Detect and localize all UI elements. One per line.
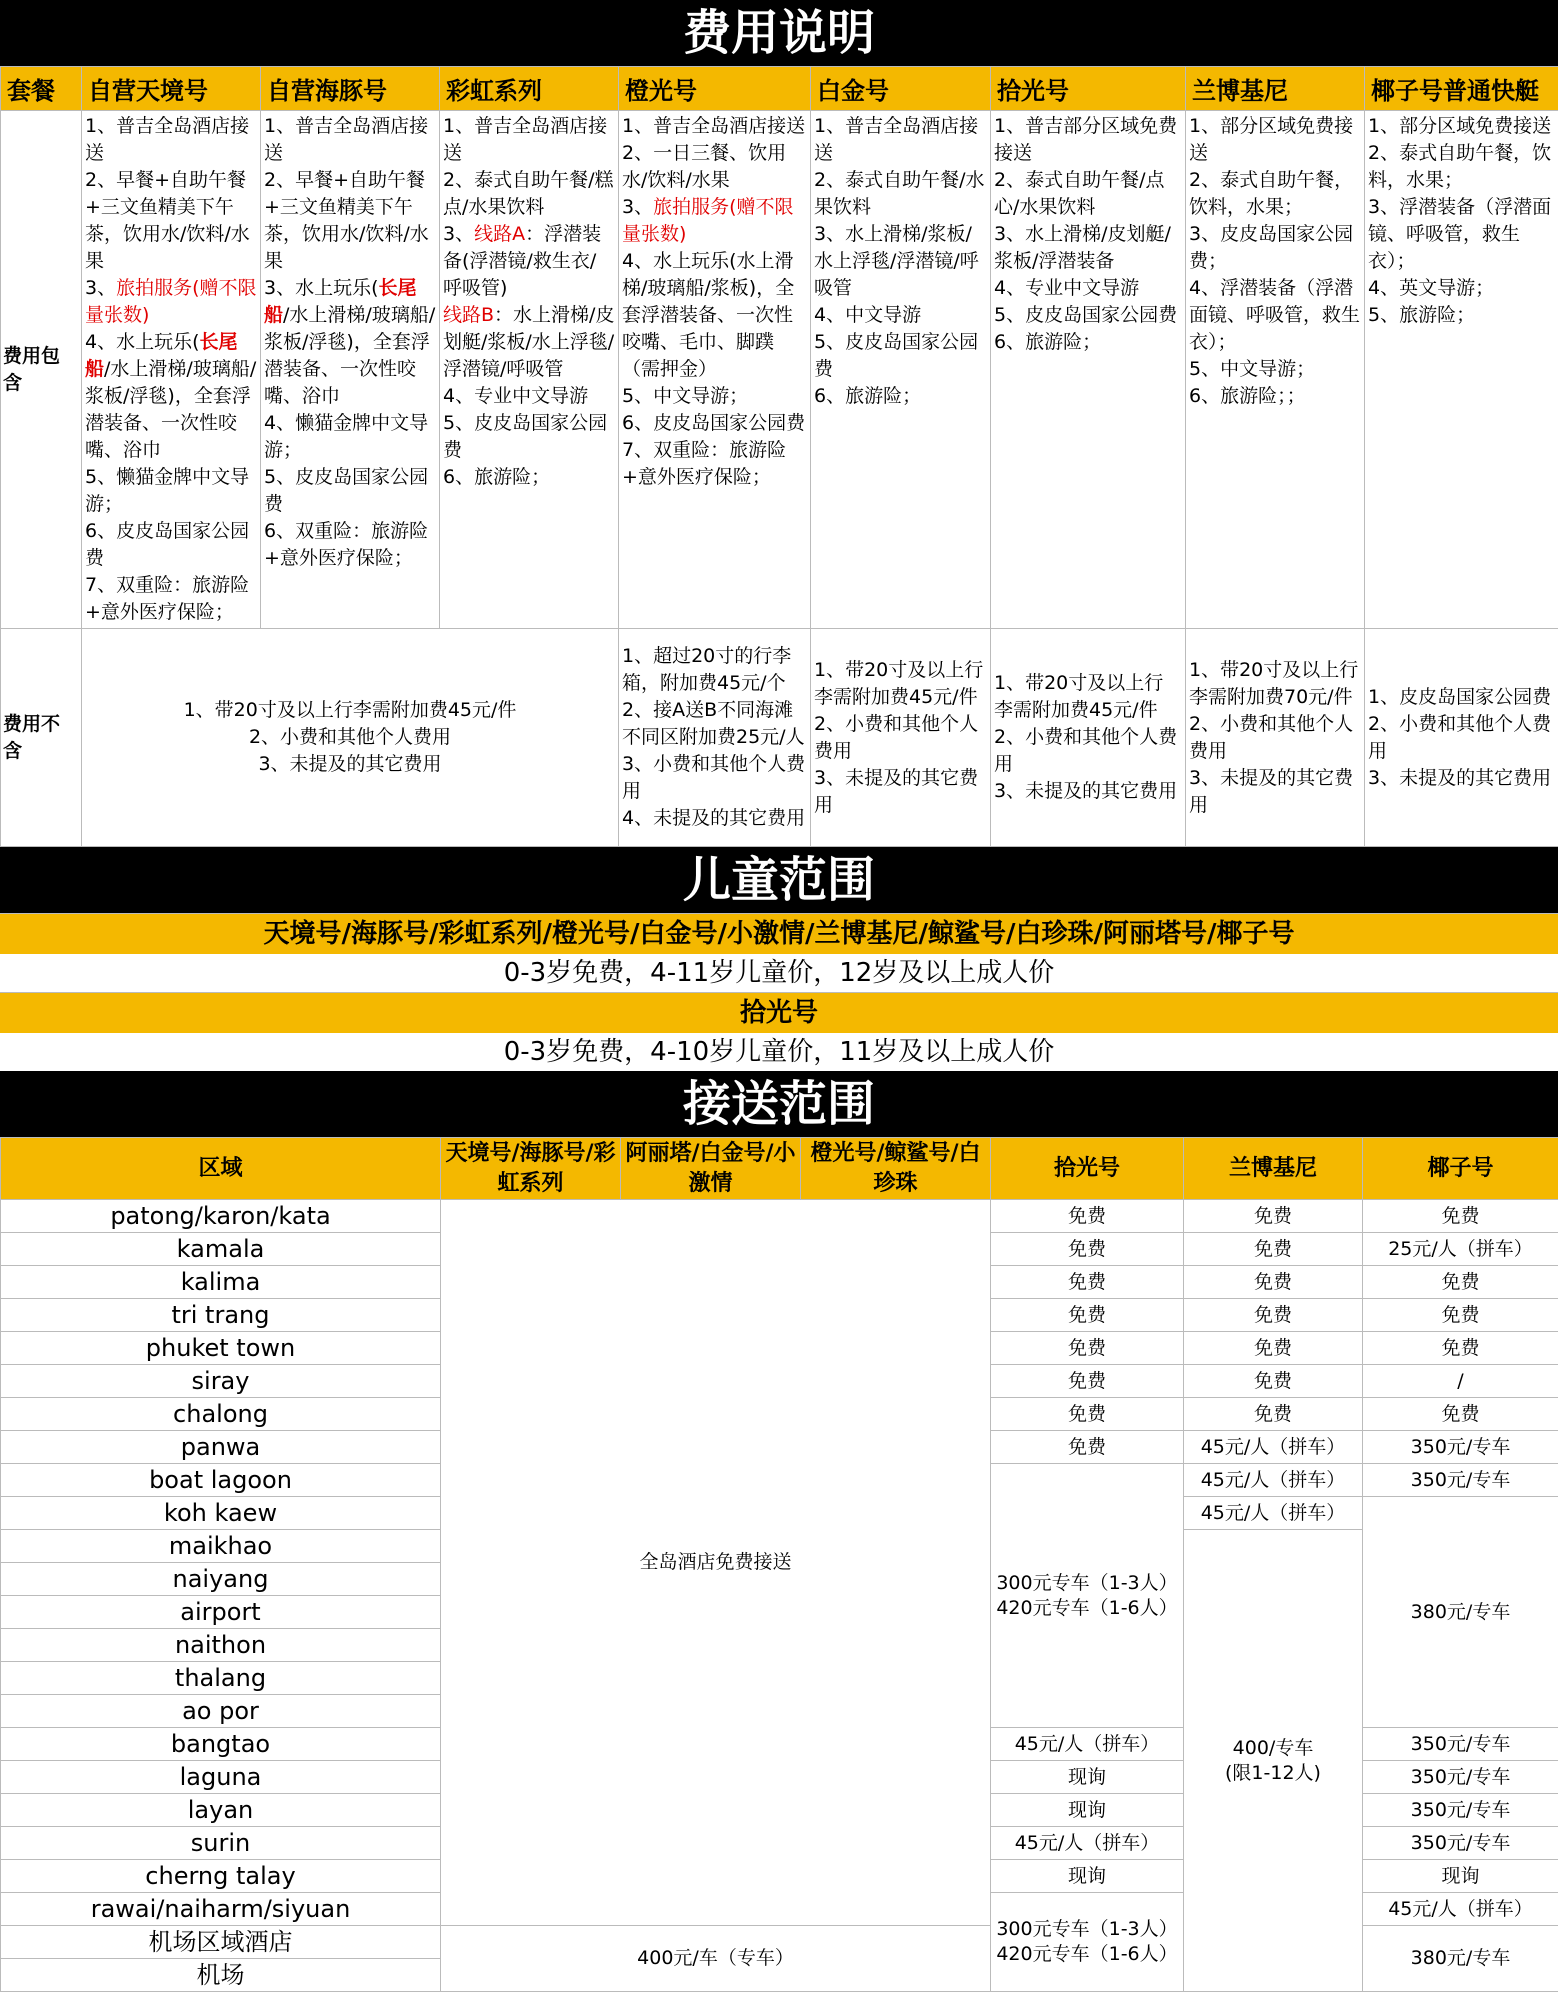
line: 4、中文导游 (814, 302, 987, 329)
area-cell: thalang (1, 1662, 441, 1695)
included-caihong (440, 111, 619, 629)
line: 300元专车（1-3人） (991, 1571, 1183, 1596)
area-cell: siray (1, 1365, 441, 1398)
line: 3、未提及的其它费用 (1368, 765, 1555, 792)
area-cell: maikhao (1, 1530, 441, 1563)
line: 1、超过20寸的行李箱，附加费45元/个 (622, 643, 807, 697)
line: 2、小费和其他个人费用 (814, 711, 987, 765)
line: 420元专车（1-6人） (991, 1596, 1183, 1621)
area-cell: patong/karon/kata (1, 1200, 441, 1233)
text: ：水上滑梯/皮划艇/浆板/水上浮毯/浮潜镜/呼吸管 (443, 304, 614, 380)
highlight-text: 线路A (474, 223, 525, 245)
line: 5、中文导游； (622, 383, 807, 410)
pickup-header-lambo: 兰博基尼 (1184, 1138, 1363, 1200)
coco-cell: 350元/专车 (1363, 1794, 1558, 1827)
line: 1、普吉全岛酒店接送 (814, 113, 987, 167)
line: 420元专车（1-6人） (991, 1942, 1183, 1967)
excluded-tianjing-haitun-caihong (82, 629, 619, 847)
pickup-header-shiguang: 拾光号 (991, 1138, 1184, 1200)
line: 1、普吉全岛酒店接送 (85, 113, 257, 167)
text: ：浮潜装备(浮潜镜/救生衣/呼吸管) (443, 223, 601, 299)
lambo-cell: 免费 (1184, 1332, 1363, 1365)
line: 5、皮皮岛国家公园费 (994, 302, 1182, 329)
text: 3、水上玩乐( (264, 277, 379, 299)
included-label: 费用包含 (1, 111, 82, 629)
text: 3、 (443, 223, 474, 245)
area-cell: kamala (1, 1233, 441, 1266)
lambo-cell: 45元/人（拼车） (1184, 1464, 1363, 1497)
fee-header-tianjing: 自营天境号 (82, 67, 261, 111)
line: 3、水上滑梯/皮划艇/浆板/浮潜装备 (994, 221, 1182, 275)
line: 2、泰式自助午餐/点心/水果饮料 (994, 167, 1182, 221)
included-chengguang (619, 111, 811, 629)
coco-cell: 350元/专车 (1363, 1464, 1558, 1497)
shiguang-cell: 现询 (991, 1860, 1184, 1893)
coco-cell: 45元/人（拼车） (1363, 1893, 1558, 1926)
area-cell: panwa (1, 1431, 441, 1464)
child-group1-boats: 天境号/海豚号/彩虹系列/橙光号/白金号/小激情/兰博基尼/鲸鲨号/白珍珠/阿丽塔号/椰子号 (0, 913, 1558, 954)
coco-cell: 350元/专车 (1363, 1761, 1558, 1794)
text: 3、 (622, 196, 653, 218)
pickup-table (0, 1137, 1558, 1992)
area-cell: airport (1, 1596, 441, 1629)
coco-cell: 25元/人（拼车） (1363, 1233, 1558, 1266)
line: 2、接A送B不同海滩不同区附加费25元/人 (622, 697, 807, 751)
area-cell: layan (1, 1794, 441, 1827)
line: 2、早餐+自助午餐+三文鱼精美下午茶，饮用水/饮料/水果 (264, 167, 436, 275)
excluded-lambo (1186, 629, 1365, 847)
line: 1、普吉全岛酒店接送 (443, 113, 615, 167)
table-row (1, 1200, 1558, 1233)
line: 4、专业中文导游 (443, 383, 615, 410)
line: 5、皮皮岛国家公园费 (264, 464, 436, 518)
line: 6、旅游险； (814, 383, 987, 410)
coco-cell: 免费 (1363, 1398, 1558, 1431)
fee-table (0, 66, 1558, 847)
line: 3、未提及的其它费用 (814, 765, 987, 819)
line: 5、皮皮岛国家公园费 (443, 410, 615, 464)
included-haitun (261, 111, 440, 629)
line: 1、部分区域免费接送 (1189, 113, 1361, 167)
excluded-label: 费用不含 (1, 629, 82, 847)
area-cell: naiyang (1, 1563, 441, 1596)
coco-private-cell: 380元/专车 (1363, 1497, 1558, 1728)
line: 6、旅游险； (994, 329, 1182, 356)
lambo-cell: 免费 (1184, 1200, 1363, 1233)
pickup-header-alita: 阿丽塔/白金号/小激情 (621, 1138, 801, 1200)
line: (限1-12人) (1184, 1761, 1362, 1786)
area-cell: laguna (1, 1761, 441, 1794)
lambo-private-cell (1184, 1530, 1363, 1992)
coco-cell: 免费 (1363, 1200, 1558, 1233)
line: 2、泰式自助午餐/水果饮料 (814, 167, 987, 221)
line (443, 302, 615, 383)
line: 3、未提及的其它费用 (85, 751, 615, 778)
child-group2-boats: 拾光号 (0, 992, 1558, 1033)
line: 7、双重险：旅游险+意外医疗保险； (85, 572, 257, 626)
coco-cell: 免费 (1363, 1332, 1558, 1365)
fee-header-row (1, 67, 1558, 111)
area-cell: cherng talay (1, 1860, 441, 1893)
shiguang-cell: 现询 (991, 1794, 1184, 1827)
line: 300元专车（1-3人） (991, 1917, 1183, 1942)
highlight-text: 旅拍服务(赠不限量张数) (622, 196, 794, 245)
line: 3、未提及的其它费用 (994, 778, 1182, 805)
airport-pickup-cell: 400元/车（专车） (441, 1926, 991, 1992)
fee-included-row (1, 111, 1558, 629)
shiguang-cell: 免费 (991, 1200, 1184, 1233)
area-cell: boat lagoon (1, 1464, 441, 1497)
highlight-text: 线路B (443, 304, 494, 326)
line (443, 221, 615, 302)
included-baijin (811, 111, 991, 629)
fee-header-chengguang: 橙光号 (619, 67, 811, 111)
line: 4、浮潜装备（浮潜面镜、呼吸管，救生衣）； (1189, 275, 1361, 356)
line (85, 275, 257, 329)
line: 6、皮皮岛国家公园费 (85, 518, 257, 572)
line: 2、泰式自助午餐，饮料，水果； (1368, 140, 1555, 194)
coco-cell: 350元/专车 (1363, 1728, 1558, 1761)
line: 6、双重险：旅游险+意外医疗保险； (264, 518, 436, 572)
area-cell: ao por (1, 1695, 441, 1728)
line: 6、皮皮岛国家公园费 (622, 410, 807, 437)
fee-header-package: 套餐 (1, 67, 82, 111)
fee-header-haitun: 自营海豚号 (261, 67, 440, 111)
fee-header-caihong: 彩虹系列 (440, 67, 619, 111)
line: 2、一日三餐、饮用水/饮料/水果 (622, 140, 807, 194)
highlight-text: 长尾船 (264, 277, 417, 326)
line: 4、未提及的其它费用 (622, 805, 807, 832)
excluded-baijin (811, 629, 991, 847)
shiguang-cell: 现询 (991, 1761, 1184, 1794)
area-cell: tri trang (1, 1299, 441, 1332)
area-cell: chalong (1, 1398, 441, 1431)
line: 1、带20寸及以上行李需附加费45元/件 (85, 697, 615, 724)
line: 4、英文导游； (1368, 275, 1555, 302)
line: 2、早餐+自助午餐+三文鱼精美下午茶，饮用水/饮料/水果 (85, 167, 257, 275)
coco-private-cell: 380元/专车 (1363, 1926, 1558, 1992)
coco-cell: 350元/专车 (1363, 1827, 1558, 1860)
line (622, 194, 807, 248)
line (85, 329, 257, 464)
shiguang-private-cell (991, 1893, 1184, 1992)
text: /水上滑梯/玻璃船/浆板/浮毯)，全套浮潜装备、一次性咬嘴、浴巾 (85, 358, 256, 461)
line: 5、懒猫金牌中文导游； (85, 464, 257, 518)
pickup-header-coco: 椰子号 (1363, 1138, 1558, 1200)
child-title: 儿童范围 (0, 847, 1558, 913)
line: 5、皮皮岛国家公园费 (814, 329, 987, 383)
lambo-cell: 免费 (1184, 1299, 1363, 1332)
lambo-cell: 免费 (1184, 1266, 1363, 1299)
child-group1-rule: 0-3岁免费，4-11岁儿童价，12岁及以上成人价 (0, 954, 1558, 992)
line: 2、小费和其他个人费用 (85, 724, 615, 751)
line: 1、皮皮岛国家公园费 (1368, 684, 1555, 711)
shiguang-cell: 免费 (991, 1332, 1184, 1365)
line: 7、双重险：旅游险+意外医疗保险； (622, 437, 807, 491)
included-shiguang (991, 111, 1186, 629)
free-pickup-cell: 全岛酒店免费接送 (441, 1200, 991, 1926)
line: 1、普吉部分区域免费接送 (994, 113, 1182, 167)
lambo-cell: 免费 (1184, 1233, 1363, 1266)
area-cell: kalima (1, 1266, 441, 1299)
line: 3、小费和其他个人费用 (622, 751, 807, 805)
line: 2、泰式自助午餐，饮料，水果； (1189, 167, 1361, 221)
highlight-text: 旅拍服务(赠不限量张数) (85, 277, 257, 326)
area-cell: 机场区域酒店 (1, 1926, 441, 1959)
line: 5、中文导游； (1189, 356, 1361, 383)
shiguang-cell: 免费 (991, 1299, 1184, 1332)
line: 1、普吉全岛酒店接送 (264, 113, 436, 167)
excluded-chengguang (619, 629, 811, 847)
lambo-cell: 45元/人（拼车） (1184, 1497, 1363, 1530)
line (264, 275, 436, 410)
area-cell: koh kaew (1, 1497, 441, 1530)
line: 400/专车 (1184, 1736, 1362, 1761)
shiguang-cell: 免费 (991, 1365, 1184, 1398)
line: 1、带20寸及以上行李需附加费70元/件 (1189, 657, 1361, 711)
child-group2-rule: 0-3岁免费，4-10岁儿童价，11岁及以上成人价 (0, 1033, 1558, 1071)
fee-header-lambo: 兰博基尼 (1186, 67, 1365, 111)
line: 5、旅游险； (1368, 302, 1555, 329)
lambo-cell: 免费 (1184, 1398, 1363, 1431)
pickup-header-chengguang: 橙光号/鲸鲨号/白珍珠 (801, 1138, 991, 1200)
shiguang-private-cell (991, 1464, 1184, 1728)
shiguang-cell: 免费 (991, 1398, 1184, 1431)
fee-excluded-row (1, 629, 1558, 847)
text: /水上滑梯/玻璃船/浆板/浮毯)，全套浮潜装备、一次性咬嘴、浴巾 (264, 304, 435, 407)
line: 3、未提及的其它费用 (1189, 765, 1361, 819)
line: 4、专业中文导游 (994, 275, 1182, 302)
text: 3、 (85, 277, 116, 299)
line: 6、旅游险； (443, 464, 615, 491)
lambo-cell: 45元/人（拼车） (1184, 1431, 1363, 1464)
line: 4、懒猫金牌中文导游； (264, 410, 436, 464)
pickup-header-area: 区域 (1, 1138, 441, 1200)
fee-title: 费用说明 (0, 0, 1558, 66)
coco-cell: 350元/专车 (1363, 1431, 1558, 1464)
coco-cell: 免费 (1363, 1299, 1558, 1332)
fee-header-coco: 椰子号普通快艇 (1365, 67, 1558, 111)
line: 3、浮潜装备（浮潜面镜、呼吸管，救生衣）； (1368, 194, 1555, 275)
pickup-title: 接送范围 (0, 1071, 1558, 1137)
line: 1、普吉全岛酒店接送 (622, 113, 807, 140)
included-lambo (1186, 111, 1365, 629)
coco-cell: 免费 (1363, 1266, 1558, 1299)
included-tianjing (82, 111, 261, 629)
fee-header-shiguang: 拾光号 (991, 67, 1186, 111)
included-coco (1365, 111, 1558, 629)
line: 6、旅游险；； (1189, 383, 1361, 410)
line: 1、部分区域免费接送 (1368, 113, 1555, 140)
area-cell: phuket town (1, 1332, 441, 1365)
highlight-text: 长尾船 (85, 331, 238, 380)
line: 2、小费和其他个人费用 (1189, 711, 1361, 765)
shiguang-cell: 45元/人（拼车） (991, 1827, 1184, 1860)
lambo-cell: 免费 (1184, 1365, 1363, 1398)
line: 1、带20寸及以上行李需附加费45元/件 (814, 657, 987, 711)
excluded-coco (1365, 629, 1558, 847)
shiguang-cell: 45元/人（拼车） (991, 1728, 1184, 1761)
coco-cell: / (1363, 1365, 1558, 1398)
line: 3、皮皮岛国家公园费； (1189, 221, 1361, 275)
shiguang-cell: 免费 (991, 1431, 1184, 1464)
area-cell: naithon (1, 1629, 441, 1662)
area-cell: bangtao (1, 1728, 441, 1761)
coco-cell: 现询 (1363, 1860, 1558, 1893)
line: 2、小费和其他个人费用 (1368, 711, 1555, 765)
line: 2、泰式自助午餐/糕点/水果饮料 (443, 167, 615, 221)
excluded-shiguang (991, 629, 1186, 847)
pickup-header-row (1, 1138, 1558, 1200)
line: 2、小费和其他个人费用 (994, 724, 1182, 778)
shiguang-cell: 免费 (991, 1233, 1184, 1266)
shiguang-cell: 免费 (991, 1266, 1184, 1299)
fee-header-baijin: 白金号 (811, 67, 991, 111)
text: 4、水上玩乐( (85, 331, 200, 353)
area-cell: surin (1, 1827, 441, 1860)
area-cell: 机场 (1, 1959, 441, 1992)
area-cell: rawai/naiharm/siyuan (1, 1893, 441, 1926)
line: 4、水上玩乐(水上滑梯/玻璃船/浆板)，全套浮潜装备、一次性咬嘴、毛巾、脚蹼（需押金） (622, 248, 807, 383)
line: 1、带20寸及以上行李需附加费45元/件 (994, 670, 1182, 724)
pickup-header-tianjing: 天境号/海豚号/彩虹系列 (441, 1138, 621, 1200)
line: 3、水上滑梯/浆板/水上浮毯/浮潜镜/呼吸管 (814, 221, 987, 302)
